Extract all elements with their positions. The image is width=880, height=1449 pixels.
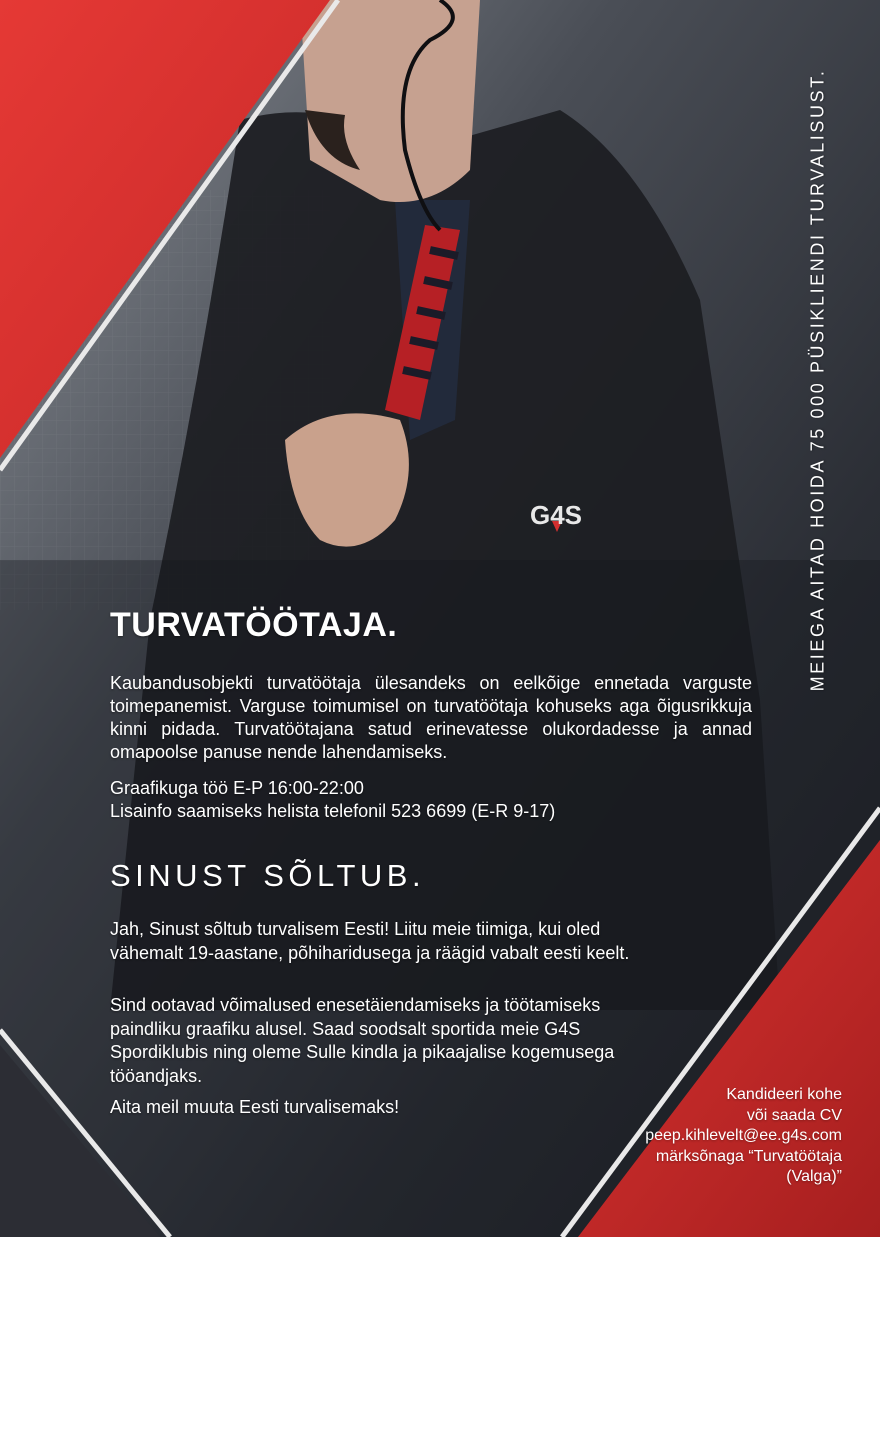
closing-paragraph: Aita meil muuta Eesti turvalisemaks! [110,1097,400,1117]
svg-text:G4S: G4S [529,500,583,530]
section-subtitle: SINUST SÕLTUB. [110,858,426,893]
apply-line-2: või saada CV [746,1106,842,1124]
job-title: TURVATÖÖTAJA. [110,606,398,644]
job-intro: Kaubandusobjekti turvatöötaja ülesandeks on eelkõige ennetada varguste toimepanemist. Varguse toimumisel on turvatöötaja kohuseks aga õigusrikkuja kinni pidada. Turvatöötajana satud erinevatesse olukordadesse ja annad omapoolse panuse nende lahendamiseks. [110,673,752,762]
schedule-info [110,777,752,823]
vertical-slogan: MEIEGA AITAD HOIDA 75 000 PÜSIKLIENDI TURVALISUST. [807,68,828,692]
apply-line-1: Kandideeri kohe [726,1086,842,1103]
contact-phone: Lisainfo saamiseks helista telefonil 523 6699 (E-R 9-17) [110,801,556,821]
apply-email-link[interactable]: peep.kihlevelt@ee.g4s.com [645,1127,842,1144]
g4s-logo [522,499,590,533]
apply-line-4: märksõnaga “Turvatöötaja [655,1147,842,1165]
benefits-paragraph: Sind ootavad võimalused enesetäiendamiseks ja töötamiseks paindliku graafiku alusel. Saad soodsalt sportida meie G4S Spordiklubis ning oleme Sulle kindla ja pikaajalise kogemusega tööandjaks. [110,995,615,1086]
apply-line-5: (Valga)” [786,1168,842,1185]
schedule-hours: Graafikuga töö E-P 16:00-22:00 [110,778,364,798]
apply-info [645,1085,842,1188]
requirements-paragraph: Jah, Sinust sõltub turvalisem Eesti! Liitu meie tiimiga, kui oled vähemalt 19-aastane, põhiharidusega ja räägid vabalt eesti keelt. [110,919,630,963]
